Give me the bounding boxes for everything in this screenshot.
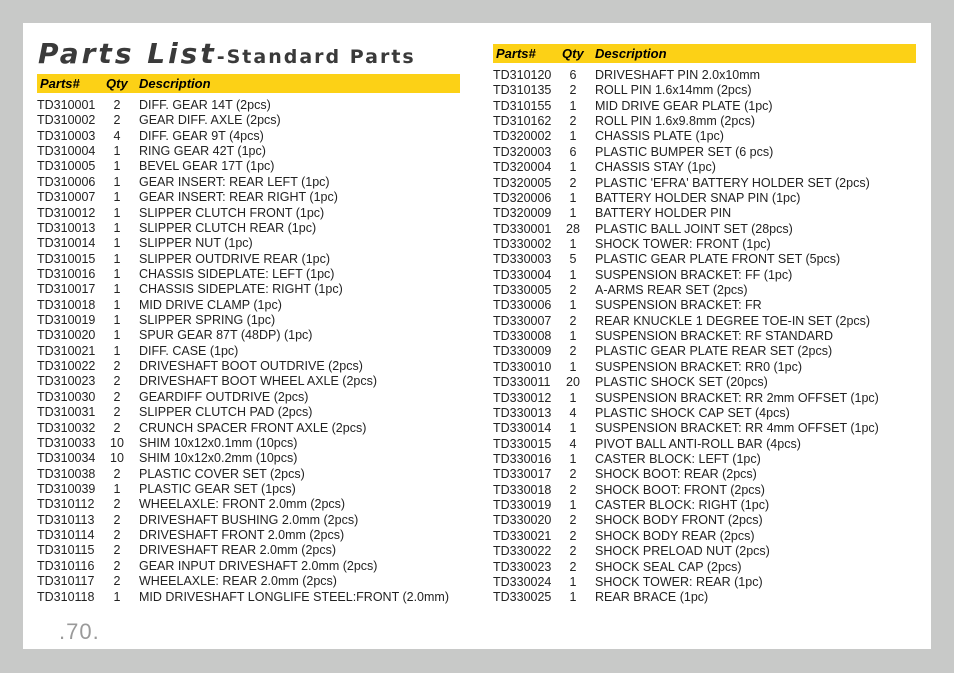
right-parts-table [493, 68, 923, 606]
description: ROLL PIN 1.6x9.8mm (2pcs) [595, 114, 756, 129]
description: SUSPENSION BRACKET: RR 2mm OFFSET (1pc) [595, 390, 879, 405]
description: DIFF. GEAR 9T (4pcs) [139, 128, 264, 143]
part-number: TD320002 [493, 129, 552, 144]
description: REAR KNUCKLE 1 DEGREE TOE-IN SET (2pcs) [595, 313, 871, 328]
quantity: 2 [569, 467, 577, 482]
quantity: 1 [569, 590, 577, 605]
header-description: Description [595, 46, 667, 61]
table-row [493, 452, 923, 467]
quantity: 2 [569, 344, 577, 359]
part-number: TD310012 [37, 205, 96, 220]
description: DRIVESHAFT BOOT OUTDRIVE (2pcs) [139, 359, 363, 374]
description: MID DRIVESHAFT LONGLIFE STEEL:FRONT (2.0mm) [139, 589, 449, 604]
description: SHIM 10x12x0.2mm (10pcs) [139, 451, 298, 466]
description: MID DRIVE CLAMP (1pc) [139, 297, 282, 312]
description: SHOCK TOWER: FRONT (1pc) [595, 236, 771, 251]
description: SHOCK BODY REAR (2pcs) [595, 528, 755, 543]
part-number: TD310005 [37, 159, 96, 174]
part-number: TD310155 [493, 98, 552, 113]
quantity: 28 [566, 221, 580, 236]
quantity: 1 [569, 129, 577, 144]
table-row [37, 344, 477, 359]
description: GEAR INSERT: REAR LEFT (1pc) [139, 174, 330, 189]
description: ROLL PIN 1.6x14mm (2pcs) [595, 83, 752, 98]
quantity: 1 [113, 144, 121, 159]
table-row [493, 222, 923, 237]
table-row [37, 190, 477, 205]
part-number: TD310113 [37, 512, 95, 527]
quantity: 1 [113, 220, 121, 235]
quantity: 1 [113, 174, 121, 189]
part-number: TD330001 [493, 221, 552, 236]
table-row [493, 176, 923, 191]
description: SUSPENSION BRACKET: FF (1pc) [595, 267, 793, 282]
quantity: 1 [569, 236, 577, 251]
quantity: 4 [569, 405, 577, 420]
left-table-header [37, 74, 460, 93]
table-row [493, 529, 923, 544]
description: RING GEAR 42T (1pc) [139, 144, 266, 159]
description: DRIVESHAFT PIN 2.0x10mm [595, 68, 761, 82]
table-row [37, 436, 477, 451]
part-number: TD330014 [493, 421, 552, 436]
description: PLASTIC GEAR PLATE REAR SET (2pcs) [595, 344, 833, 359]
part-number: TD310038 [37, 466, 96, 481]
part-number: TD330007 [493, 313, 552, 328]
description: PLASTIC SHOCK CAP SET (4pcs) [595, 405, 790, 420]
part-number: TD330004 [493, 267, 552, 282]
description: SLIPPER CLUTCH FRONT (1pc) [139, 205, 325, 220]
part-number: TD320009 [493, 206, 552, 221]
part-number: TD330010 [493, 359, 552, 374]
table-row [493, 467, 923, 482]
table-row [37, 405, 477, 420]
quantity: 5 [569, 252, 577, 267]
quantity: 1 [113, 313, 121, 328]
quantity: 2 [113, 528, 121, 543]
part-number: TD310118 [37, 589, 95, 604]
description: CHASSIS SIDEPLATE: LEFT (1pc) [139, 266, 335, 281]
description: PLASTIC BALL JOINT SET (28pcs) [595, 221, 793, 236]
description: GEARDIFF OUTDRIVE (2pcs) [139, 389, 309, 404]
quantity: 1 [113, 282, 121, 297]
quantity: 1 [569, 98, 577, 113]
description: PLASTIC COVER SET (2pcs) [139, 466, 305, 481]
table-row [37, 543, 477, 558]
table-row [37, 497, 477, 512]
quantity: 2 [113, 574, 121, 589]
quantity: 2 [113, 466, 121, 481]
table-row [493, 252, 923, 267]
part-number: TD310014 [37, 236, 96, 251]
table-row [493, 268, 923, 283]
quantity: 4 [113, 128, 121, 143]
description: REAR BRACE (1pc) [595, 590, 709, 605]
part-number: TD310001 [37, 98, 96, 112]
header-parts: Parts# [40, 76, 80, 91]
part-number: TD310019 [37, 313, 96, 328]
table-row [37, 328, 477, 343]
quantity: 2 [113, 497, 121, 512]
table-row [493, 391, 923, 406]
page-number: .70. [59, 619, 100, 644]
quantity: 2 [113, 359, 121, 374]
description: CASTER BLOCK: RIGHT (1pc) [595, 498, 770, 513]
part-number: TD330005 [493, 283, 552, 298]
description: PIVOT BALL ANTI-ROLL BAR (4pcs) [595, 436, 801, 451]
part-number: TD310039 [37, 481, 96, 496]
quantity: 1 [113, 236, 121, 251]
table-row [37, 282, 477, 297]
part-number: TD310112 [37, 497, 95, 512]
header-qty: Qty [106, 76, 128, 91]
description: SPUR GEAR 87T (48DP) (1pc) [139, 328, 313, 343]
table-row [493, 129, 923, 144]
part-number: TD310117 [37, 574, 95, 589]
table-row [493, 99, 923, 114]
quantity: 2 [113, 389, 121, 404]
header-parts: Parts# [496, 46, 536, 61]
table-row [493, 575, 923, 590]
table-row [493, 145, 923, 160]
description: MID DRIVE GEAR PLATE (1pc) [595, 98, 773, 113]
table-row [493, 483, 923, 498]
quantity: 2 [569, 482, 577, 497]
description: SUSPENSION BRACKET: FR [595, 298, 762, 313]
quantity: 2 [113, 113, 121, 128]
quantity: 2 [569, 313, 577, 328]
part-number: TD310120 [493, 68, 552, 82]
part-number: TD330017 [493, 467, 552, 482]
table-row [493, 437, 923, 452]
part-number: TD310032 [37, 420, 96, 435]
part-number: TD310023 [37, 374, 96, 389]
description: CHASSIS PLATE (1pc) [595, 129, 724, 144]
table-row [37, 421, 477, 436]
description: DRIVESHAFT BUSHING 2.0mm (2pcs) [139, 512, 359, 527]
part-number: TD330019 [493, 498, 552, 513]
table-row [37, 113, 477, 128]
part-number: TD310016 [37, 266, 96, 281]
part-number: TD310006 [37, 174, 96, 189]
part-number: TD320005 [493, 175, 552, 190]
part-number: TD310017 [37, 282, 96, 297]
part-number: TD310022 [37, 359, 96, 374]
quantity: 1 [569, 359, 577, 374]
table-row [493, 206, 923, 221]
table-row [37, 374, 477, 389]
quantity: 2 [569, 528, 577, 543]
description: PLASTIC SHOCK SET (20pcs) [595, 375, 768, 390]
quantity: 10 [110, 451, 124, 466]
description: DRIVESHAFT BOOT WHEEL AXLE (2pcs) [139, 374, 378, 389]
quantity: 2 [569, 175, 577, 190]
quantity: 2 [113, 405, 121, 420]
part-number: TD330021 [493, 528, 552, 543]
part-number: TD310015 [37, 251, 96, 266]
description: SHIM 10x12x0.1mm (10pcs) [139, 435, 298, 450]
description: A-ARMS REAR SET (2pcs) [595, 283, 748, 298]
header-qty: Qty [562, 46, 584, 61]
table-row [37, 175, 477, 190]
part-number: TD310114 [37, 528, 95, 543]
quantity: 10 [110, 435, 124, 450]
table-row [493, 360, 923, 375]
quantity: 2 [569, 559, 577, 574]
part-number: TD330008 [493, 329, 552, 344]
part-number: TD310020 [37, 328, 96, 343]
table-row [37, 144, 477, 159]
part-number: TD310116 [37, 558, 95, 573]
part-number: TD320006 [493, 190, 552, 205]
quantity: 1 [113, 190, 121, 205]
part-number: TD310021 [37, 343, 96, 358]
quantity: 20 [566, 375, 580, 390]
part-number: TD330002 [493, 236, 552, 251]
table-row [37, 559, 477, 574]
quantity: 1 [569, 190, 577, 205]
part-number: TD310007 [37, 190, 96, 205]
table-row [37, 298, 477, 313]
table-row [37, 236, 477, 251]
table-row [493, 83, 923, 98]
right-table-header [493, 44, 916, 63]
table-row [37, 574, 477, 589]
part-number: TD330023 [493, 559, 552, 574]
description: SLIPPER NUT (1pc) [139, 236, 253, 251]
quantity: 6 [569, 144, 577, 159]
part-number: TD310115 [37, 543, 95, 558]
quantity: 1 [569, 421, 577, 436]
header-description: Description [139, 76, 211, 91]
description: DRIVESHAFT FRONT 2.0mm (2pcs) [139, 528, 345, 543]
part-number: TD330025 [493, 590, 552, 605]
description: SLIPPER OUTDRIVE REAR (1pc) [139, 251, 331, 266]
description: SUSPENSION BRACKET: RF STANDARD [595, 329, 834, 344]
description: SHOCK SEAL CAP (2pcs) [595, 559, 742, 574]
part-number: TD330020 [493, 513, 552, 528]
table-row [493, 344, 923, 359]
description: WHEELAXLE: REAR 2.0mm (2pcs) [139, 574, 337, 589]
description: DIFF. GEAR 14T (2pcs) [139, 98, 271, 112]
left-parts-table [37, 98, 477, 605]
part-number: TD310003 [37, 128, 96, 143]
quantity: 2 [113, 558, 121, 573]
quantity: 1 [569, 451, 577, 466]
quantity: 2 [569, 83, 577, 98]
quantity: 1 [569, 160, 577, 175]
description: BATTERY HOLDER SNAP PIN (1pc) [595, 190, 801, 205]
table-row [37, 267, 477, 282]
description: BATTERY HOLDER PIN [595, 206, 732, 221]
table-row [37, 513, 477, 528]
table-row [493, 421, 923, 436]
quantity: 1 [569, 390, 577, 405]
document-page [23, 23, 931, 649]
quantity: 2 [113, 420, 121, 435]
quantity: 1 [569, 498, 577, 513]
part-number: TD320004 [493, 160, 552, 175]
quantity: 1 [113, 589, 121, 604]
description: SHOCK BOOT: REAR (2pcs) [595, 467, 757, 482]
table-row [493, 298, 923, 313]
part-number: TD330011 [493, 375, 551, 390]
part-number: TD310034 [37, 451, 96, 466]
part-number: TD310002 [37, 113, 96, 128]
table-row [37, 252, 477, 267]
description: DIFF. CASE (1pc) [139, 343, 239, 358]
quantity: 2 [113, 374, 121, 389]
title-main: Parts List [38, 37, 217, 70]
description: SUSPENSION BRACKET: RR 4mm OFFSET (1pc) [595, 421, 879, 436]
description: SHOCK TOWER: REAR (1pc) [595, 574, 763, 589]
part-number: TD330022 [493, 544, 552, 559]
description: CHASSIS STAY (1pc) [595, 160, 716, 175]
part-number: TD330016 [493, 451, 552, 466]
table-row [37, 528, 477, 543]
description: PLASTIC GEAR SET (1pcs) [139, 481, 296, 496]
quantity: 1 [113, 297, 121, 312]
quantity: 2 [113, 543, 121, 558]
quantity: 1 [113, 266, 121, 281]
title-dash: - [216, 46, 227, 68]
description: GEAR DIFF. AXLE (2pcs) [139, 113, 281, 128]
table-row [493, 160, 923, 175]
quantity: 4 [569, 436, 577, 451]
description: GEAR INPUT DRIVESHAFT 2.0mm (2pcs) [139, 558, 378, 573]
description: SLIPPER SPRING (1pc) [139, 313, 276, 328]
description: CRUNCH SPACER FRONT AXLE (2pcs) [139, 420, 367, 435]
quantity: 1 [113, 251, 121, 266]
part-number: TD310030 [37, 389, 96, 404]
part-number: TD310018 [37, 297, 96, 312]
quantity: 2 [569, 114, 577, 129]
part-number: TD330003 [493, 252, 552, 267]
description: SHOCK BOOT: FRONT (2pcs) [595, 482, 765, 497]
table-row [493, 191, 923, 206]
description: DRIVESHAFT REAR 2.0mm (2pcs) [139, 543, 337, 558]
description: SHOCK PRELOAD NUT (2pcs) [595, 544, 770, 559]
table-row [37, 98, 477, 113]
table-row [37, 590, 477, 605]
quantity: 2 [569, 513, 577, 528]
quantity: 6 [569, 68, 577, 82]
part-number: TD330024 [493, 574, 552, 589]
table-row [493, 283, 923, 298]
table-row [493, 375, 923, 390]
part-number: TD310135 [493, 83, 552, 98]
table-row [37, 313, 477, 328]
quantity: 1 [569, 206, 577, 221]
table-row [493, 406, 923, 421]
quantity: 1 [113, 481, 121, 496]
part-number: TD330012 [493, 390, 552, 405]
description: PLASTIC 'EFRA' BATTERY HOLDER SET (2pcs) [595, 175, 870, 190]
description: SHOCK BODY FRONT (2pcs) [595, 513, 763, 528]
quantity: 1 [569, 267, 577, 282]
part-number: TD330009 [493, 344, 552, 359]
table-row [493, 513, 923, 528]
table-row [37, 482, 477, 497]
table-row [37, 206, 477, 221]
table-row [493, 314, 923, 329]
table-row [37, 129, 477, 144]
quantity: 2 [113, 512, 121, 527]
description: SLIPPER CLUTCH REAR (1pc) [139, 220, 317, 235]
quantity: 2 [569, 544, 577, 559]
part-number: TD310004 [37, 144, 96, 159]
table-row [493, 590, 923, 605]
quantity: 1 [113, 328, 121, 343]
quantity: 1 [569, 298, 577, 313]
description: BEVEL GEAR 17T (1pc) [139, 159, 275, 174]
table-row [37, 390, 477, 405]
part-number: TD330006 [493, 298, 552, 313]
table-row [493, 329, 923, 344]
part-number: TD330015 [493, 436, 552, 451]
table-row [493, 237, 923, 252]
table-row [37, 359, 477, 374]
part-number: TD320003 [493, 144, 552, 159]
quantity: 2 [113, 98, 121, 112]
table-row [493, 560, 923, 575]
page-title [38, 37, 416, 70]
table-row [37, 221, 477, 236]
quantity: 1 [113, 205, 121, 220]
table-row [493, 544, 923, 559]
quantity: 1 [569, 574, 577, 589]
description: CHASSIS SIDEPLATE: RIGHT (1pc) [139, 282, 343, 297]
description: PLASTIC BUMPER SET (6 pcs) [595, 144, 774, 159]
quantity: 1 [569, 329, 577, 344]
description: WHEELAXLE: FRONT 2.0mm (2pcs) [139, 497, 346, 512]
table-row [37, 467, 477, 482]
part-number: TD330018 [493, 482, 552, 497]
part-number: TD310162 [493, 114, 552, 129]
part-number: TD310013 [37, 220, 96, 235]
description: SLIPPER CLUTCH PAD (2pcs) [139, 405, 313, 420]
quantity: 1 [113, 159, 121, 174]
title-sub: Standard Parts [226, 46, 416, 68]
part-number: TD310033 [37, 435, 96, 450]
part-number: TD330013 [493, 405, 552, 420]
quantity: 2 [569, 283, 577, 298]
table-row [37, 159, 477, 174]
description: PLASTIC GEAR PLATE FRONT SET (5pcs) [595, 252, 841, 267]
table-row [493, 498, 923, 513]
part-number: TD310031 [37, 405, 96, 420]
table-row [37, 451, 477, 466]
description: SUSPENSION BRACKET: RR0 (1pc) [595, 359, 802, 374]
table-row [493, 68, 923, 83]
quantity: 1 [113, 343, 121, 358]
description: GEAR INSERT: REAR RIGHT (1pc) [139, 190, 338, 205]
description: CASTER BLOCK: LEFT (1pc) [595, 451, 761, 466]
table-row [493, 114, 923, 129]
